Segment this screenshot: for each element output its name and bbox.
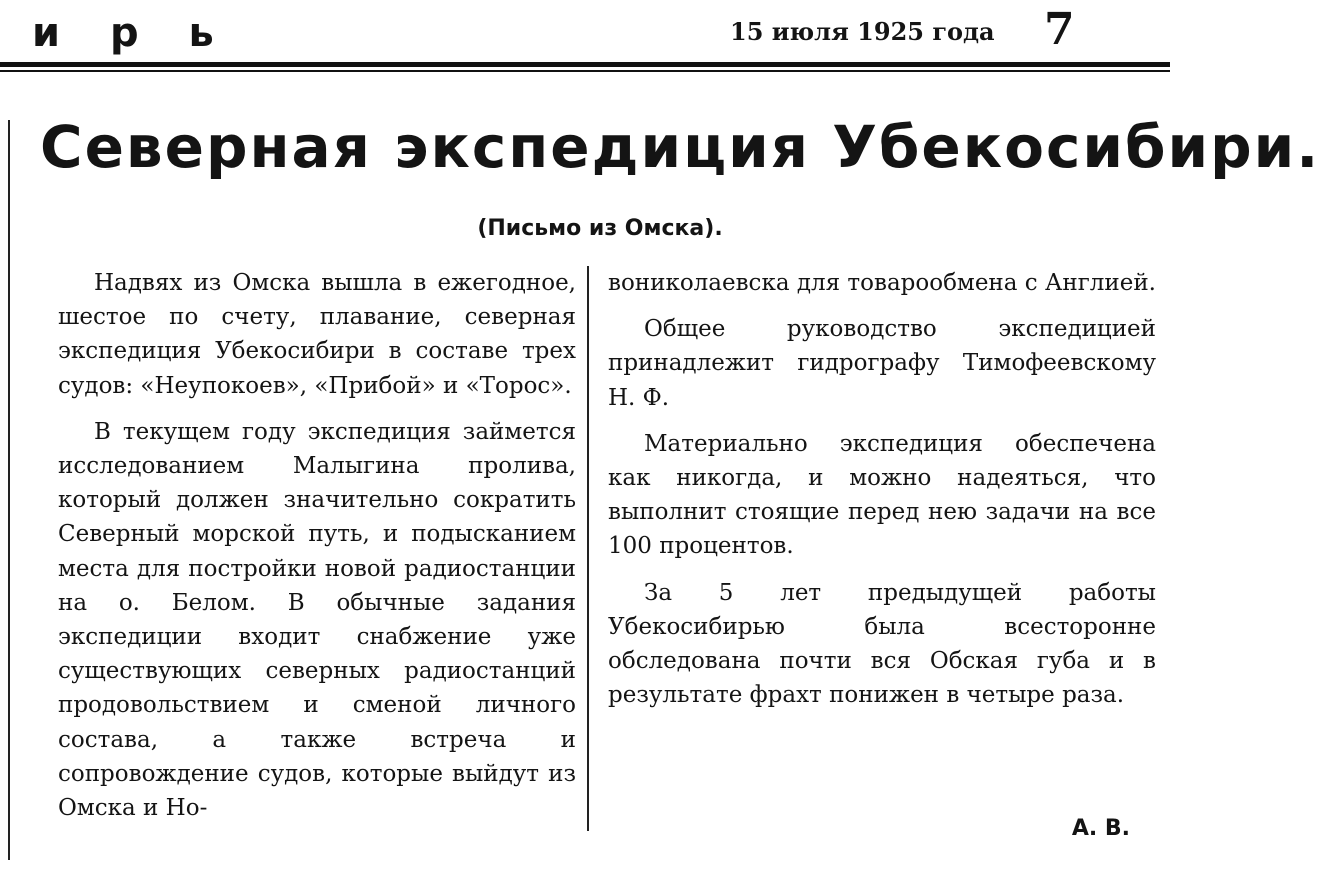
article-paragraph-continuation: вониколаевска для товарообмена с Англией. xyxy=(608,270,1156,296)
issue-date: 15 июля 1925 года xyxy=(730,17,995,46)
article-paragraph: Общее руководство экспедицией принадлежит гидрографу Тимофеевскому Н. Ф. xyxy=(608,316,1156,411)
article-left-column xyxy=(58,266,576,837)
article-subheadline: (Письмо из Омска). xyxy=(477,216,723,241)
newspaper-masthead xyxy=(0,0,1170,60)
article-paragraph: Надвях из Омска вышла в ежегодное, шестое по счету, плавание, северная экспедиция Убекосибири в составе трех судов: «Неупокоев», «Прибой» и «Торос». xyxy=(58,270,576,399)
page-number: 7 xyxy=(1044,4,1075,55)
article-paragraph: Материально экспедиция обеспечена как никогда, и можно надеяться, что выполнит стоящие перед нею задачи на все 100 процентов. xyxy=(608,430,1156,560)
masthead-rule-thick xyxy=(0,62,1170,67)
article-paragraph: За 5 лет предыдущей работы Убекосибирью была всесторонне обследована почти вся Обская губа и в результате фрахт понижен в четыре раза. xyxy=(608,579,1156,709)
author-signature: А. В. xyxy=(1071,816,1130,841)
left-column-rule xyxy=(8,120,10,860)
column-divider xyxy=(587,266,589,831)
article-paragraph: В текущем году экспедиция займется исследованием Малыгина пролива, который должен значительно сократить Северный морской путь, и подысканием места для постройки новой радиостанции на о. Белом. В обычные задания экспедиции входит снабжение уже существующих северных радиостанций продовольствием и сменой личного состава, а также встреча и сопровождение судов, которые выйдут из Омска и Но- xyxy=(58,418,576,822)
article-right-column xyxy=(608,266,1156,724)
newspaper-title-fragment: и р ь xyxy=(32,10,232,56)
masthead-rule-thin xyxy=(0,70,1170,72)
article-headline: Северная экспедиция Убекосибири. xyxy=(40,113,1320,181)
